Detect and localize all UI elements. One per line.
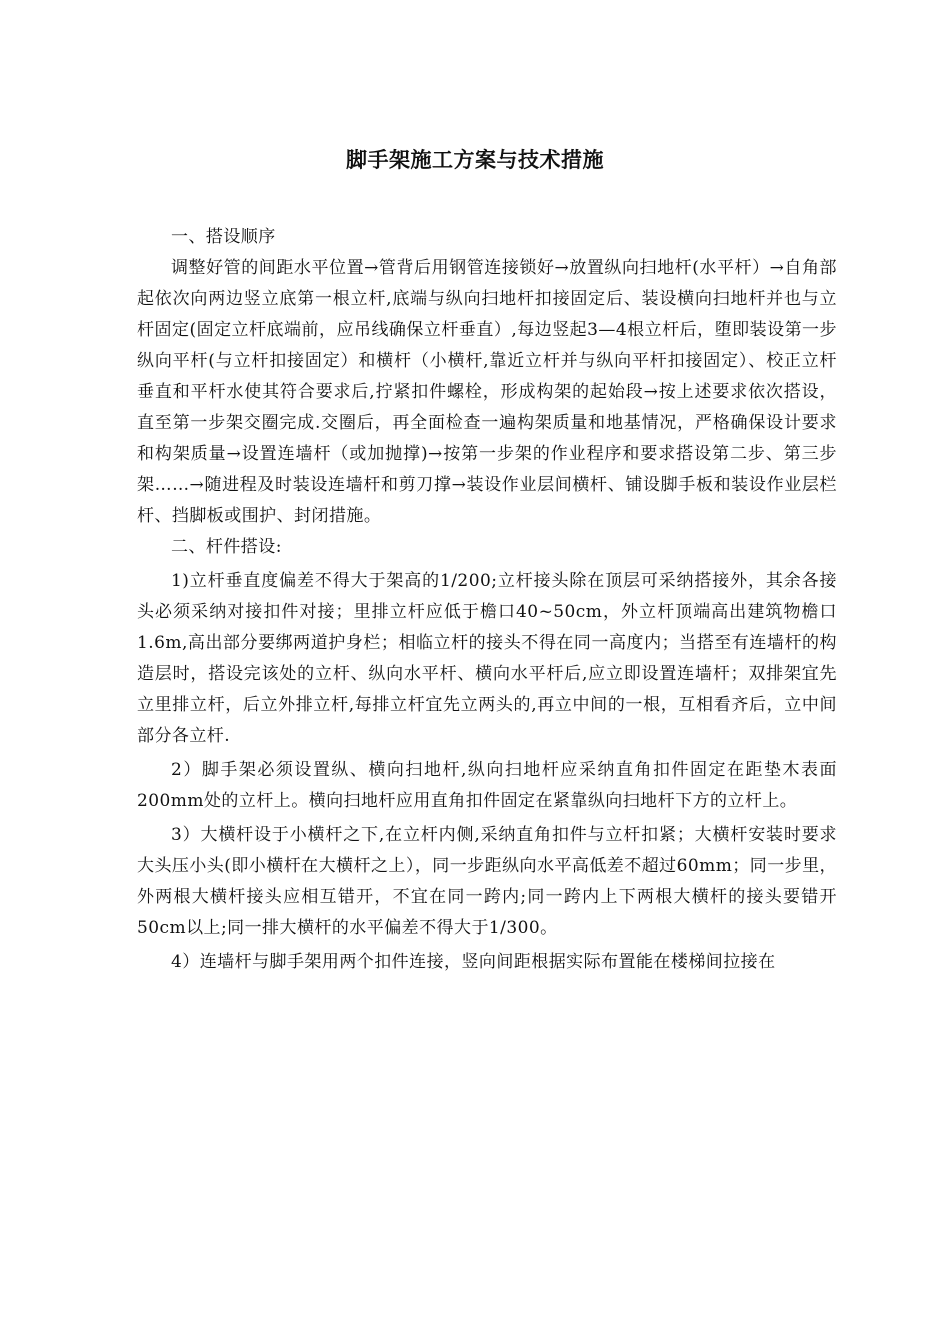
paragraph-item-1: 1)立杆垂直度偏差不得大于架高的1/200;立杆接头除在顶层可采纳搭接外，其余各接头必须采纳对接扣件对接；里排立杆应低于檐口40~50cm，外立杆顶端高出建筑物檐口1.6m,高出部分要绑两道护身栏；相临立杆的接头不得在同一高度内；当搭至有连墙杆的构造层时，搭设完该处的立杆、纵向水平杆、横向水平杆后,应立即设置连墙杆；双排架宜先立里排立杆，后立外排立杆,每排立杆宜先立两头的,再立中间的一根，互相看齐后，立中间部分各立杆. — [137, 571, 837, 746]
document-title: 脚手架施工方案与技术措施 — [346, 148, 604, 172]
document-body — [137, 222, 837, 978]
paragraph-sequence: 调整好管的间距水平位置→管背后用钢管连接锁好→放置纵向扫地杆(水平杆）→自角部起依次向两边竖立底第一根立杆,底端与纵向扫地杆扣接固定后、装设横向扫地杆并也与立杆固定(固定立杆底端前，应吊线确保立杆垂直）,每边竖起3—4根立杆后，堕即装设第一步纵向平杆(与立杆扣接固定）和横杆（小横杆,靠近立杆并与纵向平杆扣接固定）、校正立杆垂直和平杆水使其符合要求后,拧紧扣件螺栓，形成构架的起始段→按上述要求依次搭设，直至第一步架交圈完成.交圈后，再全面检查一遍构架质量和地基情况，严格确保设计要求和构架质量→设置连墙杆（或加抛撑)→按第一步架的作业程序和要求搭设第二步、第三步架……→随进程及时装设连墙杆和剪刀撑→装设作业层间横杆、铺设脚手板和装设作业层栏杆、挡脚板或围护、封闭措施。 — [137, 258, 837, 526]
section-heading-1: 一、搭设顺序 — [171, 227, 276, 247]
paragraph-item-3: 3）大横杆设于小横杆之下,在立杆内侧,采纳直角扣件与立杆扣紧；大横杆安装时要求大头压小头(即小横杆在大横杆之上），同一步距纵向水平高低差不超过60mm；同一步里，外两根大横杆接头应相互错开，不宜在同一跨内;同一跨内上下两根大横杆的接头要错开50cm以上;同一排大横杆的水平偏差不得大于1/300。 — [137, 825, 837, 938]
paragraph-item-2: 2）脚手架必须设置纵、横向扫地杆,纵向扫地杆应采纳直角扣件固定在距垫木表面200mm处的立杆上。横向扫地杆应用直角扣件固定在紧靠纵向扫地杆下方的立杆上。 — [137, 760, 837, 811]
paragraph-item-4: 4）连墙杆与脚手架用两个扣件连接，竖向间距根据实际布置能在楼梯间拉接在 — [171, 952, 776, 972]
section-heading-2: 二、杆件搭设: — [171, 537, 282, 557]
